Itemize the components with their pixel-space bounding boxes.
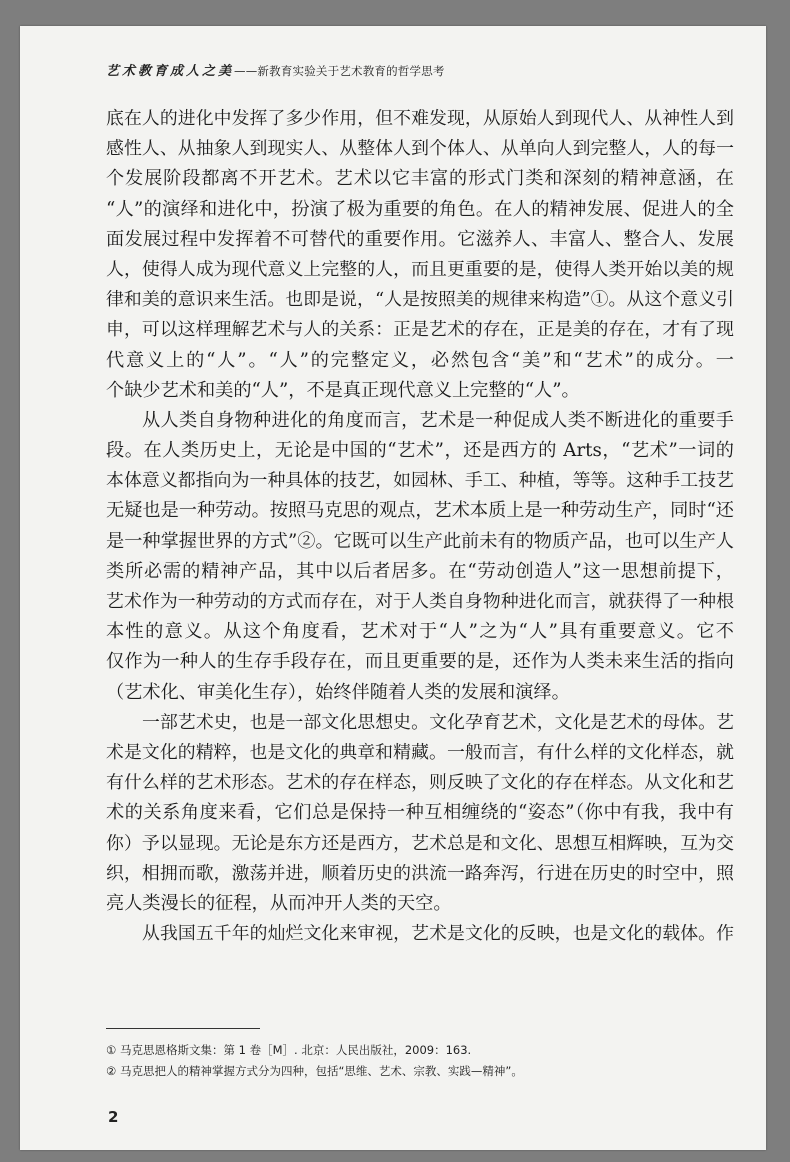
text-line: 代意义上的“人”。“人”的完整定义，必然包含“美”和“艺术”的成分。一 [106,349,734,371]
paragraph [106,919,734,949]
text-line: 从人类自身物种进化的角度而言，艺术是一种促成人类不断进化的重要手 [142,409,734,431]
text-line: 申，可以这样理解艺术与人的关系：正是艺术的存在，正是美的存在，才有了现 [106,319,734,341]
paragraph [106,406,734,708]
text-line: 段。在人类历史上，无论是中国的“艺术”，还是西方的 Arts，“艺术”一词的 [106,440,734,462]
text-line: （艺术化、审美化生存），始终伴随着人类的发展和演绎。 [106,681,570,703]
text-line: 你）予以显现。无论是东方还是西方，艺术总是和文化、思想互相辉映，互为交 [106,832,734,854]
body-text [106,104,734,949]
paragraph [106,104,734,406]
book-subtitle: ——新教育实验关于艺术教育的哲学思考 [234,64,445,78]
text-line: 仅作为一种人的生存手段存在，而且更重要的是，还作为人类未来生活的指向 [106,651,734,673]
text-line: 个缺少艺术和美的“人”，不是真正现代意义上完整的“人”。 [106,379,580,401]
text-line: 亮人类漫长的征程，从而冲开人类的天空。 [106,892,452,914]
footnotes [106,1040,736,1082]
text-line: 无疑也是一种劳动。按照马克思的观点，艺术本质上是一种劳动生产，同时“还 [106,500,734,522]
page-number: 2 [108,1108,119,1126]
text-line: 术的关系角度来看，它们总是保持一种互相缠绕的“姿态”（你中有我，我中有 [106,802,734,824]
text-line: 面发展过程中发挥着不可替代的重要作用。它滋养人、丰富人、整合人、发展 [106,228,734,250]
running-header [106,62,726,81]
text-line: 个发展阶段都离不开艺术。艺术以它丰富的形式门类和深刻的精神意涵，在 [106,168,734,190]
text-line: 有什么样的艺术形态。艺术的存在样态，则反映了文化的存在样态。从文化和艺 [106,772,734,794]
text-line: 本体意义都指向为一种具体的技艺，如园林、手工、种植，等等。这种手工技艺 [106,470,734,492]
text-line: 底在人的进化中发挥了多少作用，但不难发现，从原始人到现代人、从神性人到 [106,108,734,129]
text-line: 艺术作为一种劳动的方式而存在，对于人类自身物种进化而言，就获得了一种根 [106,591,734,612]
text-line: 是一种掌握世界的方式”②。它既可以生产此前未有的物质产品，也可以生产人 [106,530,734,552]
text-line: 从我国五千年的灿烂文化来审视，艺术是文化的反映，也是文化的载体。作 [142,923,734,945]
text-line: 类所必需的精神产品，其中以后者居多。在“劳动创造人”这一思想前提下， [106,560,734,582]
text-line: 感性人、从抽象人到现实人、从整体人到个体人、从单向人到完整人，人的每一 [106,138,734,160]
text-line: 一部艺术史，也是一部文化思想史。文化孕育艺术，文化是艺术的母体。艺 [142,711,734,733]
text-line: 本性的意义。从这个角度看，艺术对于“人”之为“人”具有重要意义。它不 [106,621,734,643]
text-line: 织，相拥而歌，激荡并进，顺着历史的洪流一路奔泻，行进在历史的时空中，照 [106,862,734,884]
text-line: 律和美的意识来生活。也即是说，“人是按照美的规律来构造”①。从这个意义引 [106,289,734,311]
text-line: 人，使得人成为现代意义上完整的人，而且更重要的是，使得人类开始以美的规 [106,258,734,280]
footnote-divider [106,1028,260,1029]
book-page [20,26,766,1150]
text-line: “人”的演绎和进化中，扮演了极为重要的角色。在人的精神发展、促进人的全 [106,198,734,220]
footnote-1: ① 马克思恩格斯文集：第 1 卷［M］. 北京：人民出版社，2009：163. [106,1043,472,1057]
book-title: 艺术教育成人之美 [106,64,235,79]
text-line: 术是文化的精粹，也是文化的典章和精藏。一般而言，有什么样的文化样态，就 [106,741,734,763]
footnote-2: ② 马克思把人的精神掌握方式分为四种，包括“思维、艺术、宗教、实践—精神”。 [106,1064,523,1078]
paragraph [106,708,734,919]
